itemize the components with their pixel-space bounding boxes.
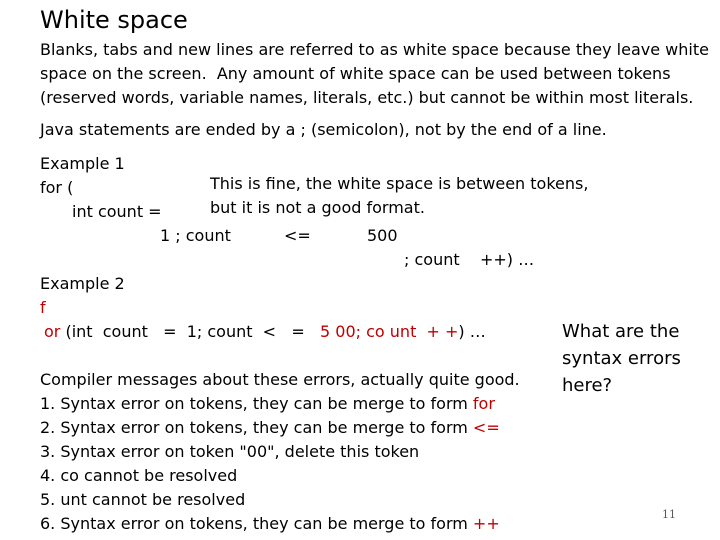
intro-line-1: Blanks, tabs and new lines are referred to as white space because they leave white bbox=[40, 40, 709, 59]
compiler-message-token: for bbox=[472, 394, 495, 413]
example2-f: f bbox=[40, 298, 46, 317]
syntax-errors-question: What are the syntax errors here? bbox=[562, 321, 681, 396]
compiler-message bbox=[40, 440, 419, 464]
example2-end: ) … bbox=[458, 322, 486, 341]
compiler-message-text: 1. Syntax error on tokens, they can be merge to form bbox=[40, 394, 473, 413]
example1-comment-2: but it is not a good format. bbox=[210, 198, 425, 217]
compiler-message-text: 5. unt cannot be resolved bbox=[40, 490, 246, 509]
compiler-message bbox=[40, 464, 237, 488]
example1-500: 500 bbox=[367, 226, 398, 245]
example1-lte: <= bbox=[284, 226, 311, 245]
example1-increment-line: ; count ++) … bbox=[404, 250, 535, 269]
compiler-message-text: 4. co cannot be resolved bbox=[40, 466, 238, 485]
compiler-message-text: 3. Syntax error on token "00", delete this token bbox=[40, 442, 420, 461]
compiler-message bbox=[40, 488, 245, 512]
example2-mid: (int count = 1; count < = bbox=[60, 322, 321, 341]
example1-label: Example 1 bbox=[40, 154, 125, 173]
example1-count-line: 1 ; count bbox=[160, 226, 231, 245]
compiler-message bbox=[40, 512, 500, 536]
compiler-message bbox=[40, 416, 500, 440]
intro-line-3: (reserved words, variable names, literals, etc.) but cannot be within most literals. bbox=[40, 88, 694, 107]
example2-label: Example 2 bbox=[40, 274, 125, 293]
compiler-message-token: ++ bbox=[472, 514, 500, 533]
slide-title: White space bbox=[40, 6, 188, 34]
compiler-message-text: 6. Syntax error on tokens, they can be merge to form bbox=[40, 514, 473, 533]
example2-or-line bbox=[44, 320, 486, 344]
example1-int-line: int count = bbox=[72, 202, 162, 221]
example1-comment-1: This is fine, the white space is between tokens, bbox=[210, 174, 589, 193]
compiler-message-token: <= bbox=[472, 418, 500, 437]
example2-errors: 5 00; co unt + + bbox=[320, 322, 459, 341]
compiler-heading: Compiler messages about these errors, actually quite good. bbox=[40, 370, 520, 389]
example1-for-line: for ( bbox=[40, 178, 74, 197]
page-number: 11 bbox=[662, 508, 676, 521]
java-statement-note: Java statements are ended by a ; (semicolon), not by the end of a line. bbox=[40, 120, 607, 139]
example2-or: or bbox=[44, 322, 61, 341]
compiler-message bbox=[40, 392, 495, 416]
compiler-message-text: 2. Syntax error on tokens, they can be merge to form bbox=[40, 418, 473, 437]
intro-line-2: space on the screen. Any amount of white space can be used between tokens bbox=[40, 64, 671, 83]
